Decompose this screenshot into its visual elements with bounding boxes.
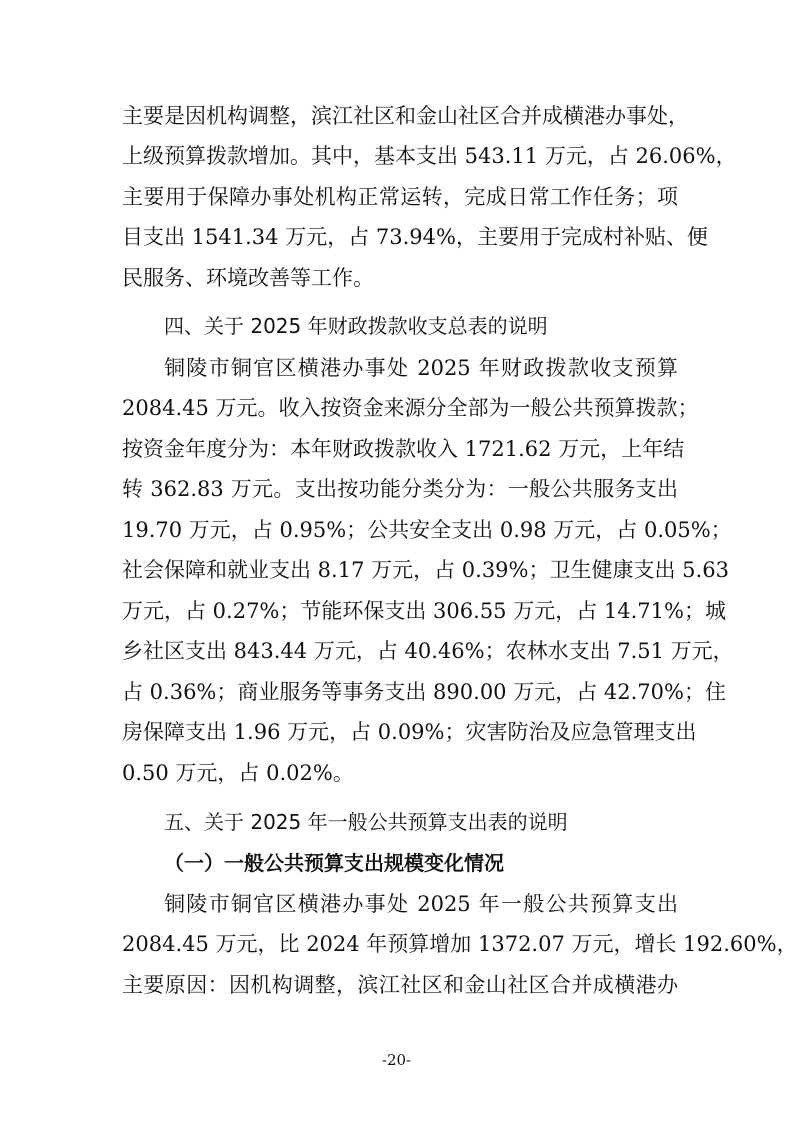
paragraph-line: 主要用于保障办事处机构正常运转，完成日常工作任务；项 [122, 185, 678, 209]
section-heading: 五、关于 2025 年一般公共预算支出表的说明 [164, 810, 568, 834]
paragraph-line: 0.50 万元，占 0.02%。 [122, 761, 354, 785]
paragraph-line: 主要是因机构调整，滨江社区和金山社区合并成横港办事处， [122, 104, 689, 128]
paragraph-line: 房保障支出 1.96 万元，占 0.09%；灾害防治及应急管理支出 [122, 720, 697, 744]
paragraph-line: 铜陵市铜官区横港办事处 2025 年财政拨款收支预算 [164, 356, 678, 380]
paragraph-line: 万元，占 0.27%；节能环保支出 306.55 万元，占 14.71%；城 [122, 599, 726, 623]
section-heading: 四、关于 2025 年财政拨款收支总表的说明 [164, 314, 548, 338]
paragraph-line: 上级预算拨款增加。其中，基本支出 543.11 万元，占 26.06%， [122, 144, 737, 168]
paragraph-line: 铜陵市铜官区横港办事处 2025 年一般公共预算支出 [164, 892, 678, 916]
paragraph-line: 2084.45 万元，比 2024 年预算增加 1372.07 万元，增长 192.60%， [122, 932, 798, 956]
paragraph-line: 目支出 1541.34 万元，占 73.94%，主要用于完成村补贴、便 [122, 225, 708, 249]
paragraph-line: 社会保障和就业支出 8.17 万元，占 0.39%；卫生健康支出 5.63 [122, 558, 729, 582]
subsection-heading: （一）一般公共预算支出规模变化情况 [164, 851, 504, 875]
page-number: -20- [381, 1051, 412, 1069]
paragraph-line: 民服务、环境改善等工作。 [122, 266, 374, 290]
paragraph-line: 2084.45 万元。收入按资金来源分全部为一般公共预算拨款； [122, 396, 699, 420]
paragraph-line: 按资金年度分为：本年财政拨款收入 1721.62 万元，上年结 [122, 437, 685, 461]
paragraph-line: 转 362.83 万元。支出按功能分类分为：一般公共服务支出 [122, 477, 678, 501]
paragraph-line: 占 0.36%；商业服务等事务支出 890.00 万元，占 42.70%；住 [122, 680, 726, 704]
paragraph-line: 主要原因：因机构调整，滨江社区和金山社区合并成横港办 [122, 973, 678, 997]
paragraph-line: 乡社区支出 843.44 万元，占 40.46%；农林水支出 7.51 万元， [122, 639, 734, 663]
paragraph-line: 19.70 万元，占 0.95%；公共安全支出 0.98 万元，占 0.05%； [122, 518, 732, 542]
